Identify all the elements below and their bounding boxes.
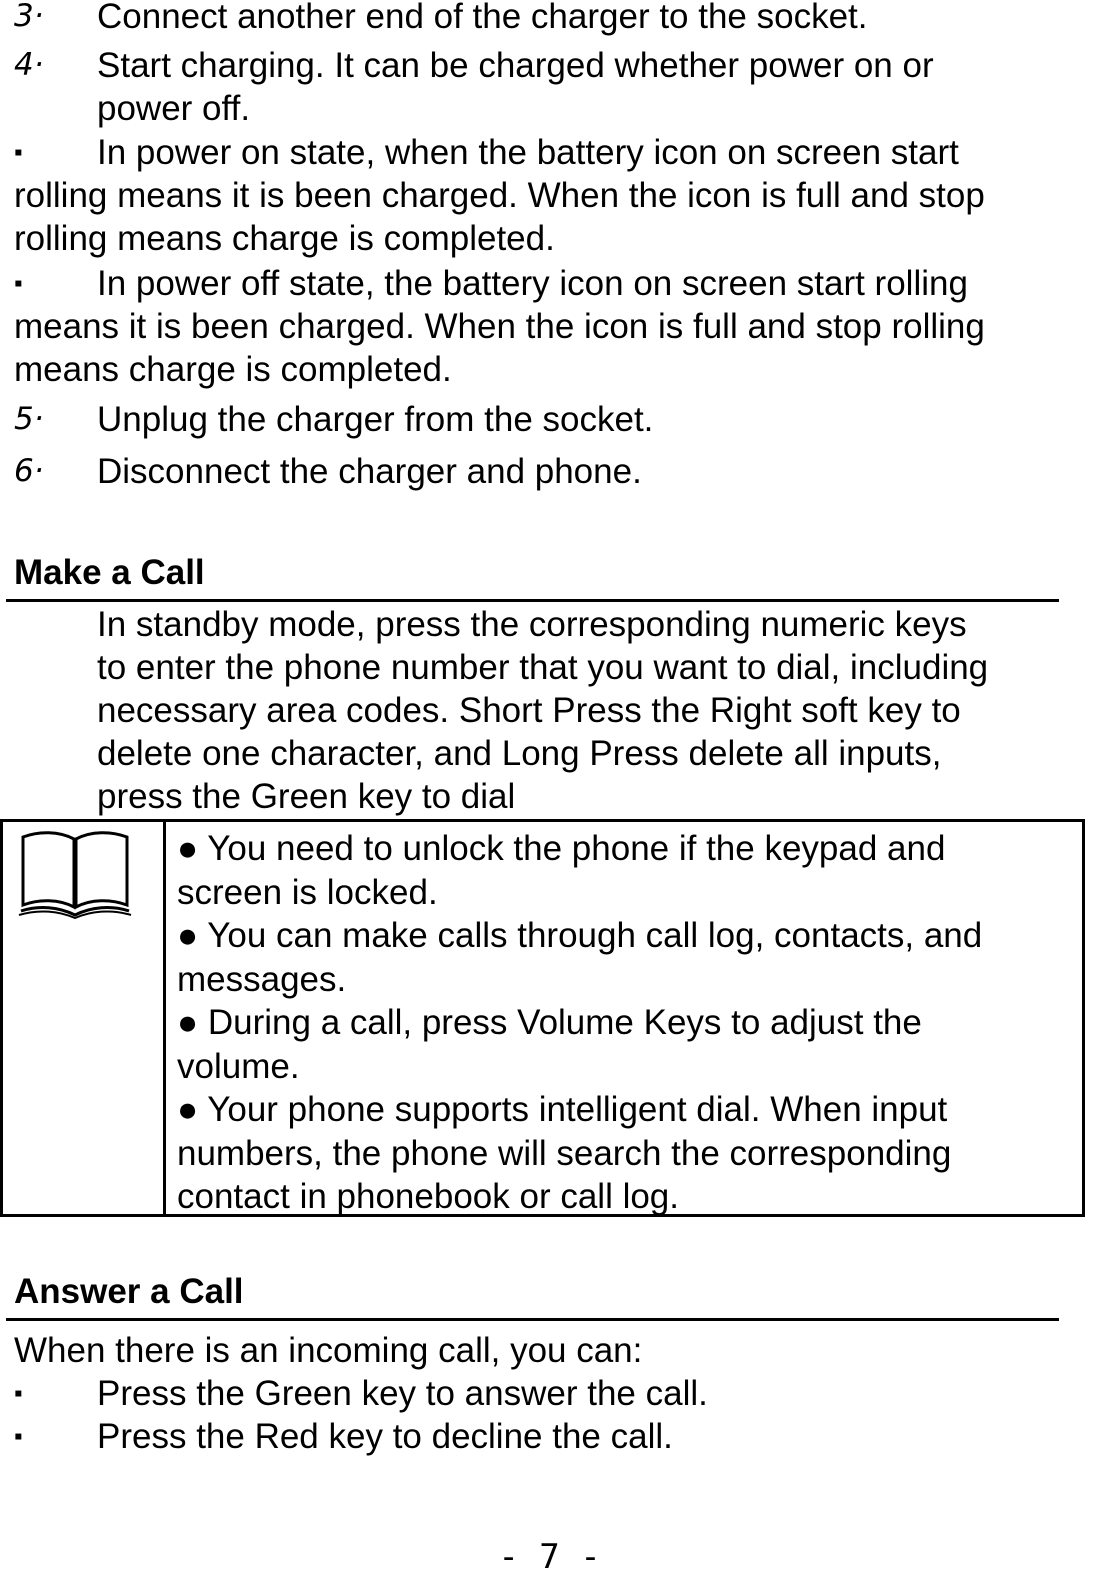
bullet-text: rolling means charge is completed. (14, 219, 555, 258)
bullet-text: In power on state, when the battery icon on screen start (97, 133, 959, 172)
step-number: 3· (14, 0, 44, 34)
bullet-text: means it is been charged. When the icon is full and stop rolling (14, 307, 985, 346)
step-number: 6· (14, 453, 44, 489)
paragraph-line: press the Green key to dial (97, 777, 516, 816)
step-text: Connect another end of the charger to the socket. (97, 0, 868, 36)
bullet-marker: ▪ (14, 1423, 23, 1450)
bullet-marker: ▪ (14, 1380, 23, 1407)
page-number: - 7 - (498, 1537, 601, 1577)
book-icon (17, 827, 133, 919)
section-rule (6, 1318, 1059, 1321)
note-line: ● You can make calls through call log, contacts, and (177, 916, 983, 955)
paragraph-line: When there is an incoming call, you can: (14, 1331, 643, 1370)
step-text: Start charging. It can be charged whether power on or (97, 46, 934, 85)
bullet-text: Press the Green key to answer the call. (97, 1374, 708, 1413)
paragraph-line: delete one character, and Long Press delete all inputs, (97, 734, 942, 773)
paragraph-line: necessary area codes. Short Press the Right soft key to (97, 691, 961, 730)
note-list (177, 827, 1072, 1219)
note-line: volume. (177, 1046, 300, 1086)
note-line: ● Your phone supports intelligent dial. When input (177, 1090, 948, 1129)
note-box (0, 819, 1085, 1217)
note-line: ● You need to unlock the phone if the keypad and (177, 829, 946, 868)
step-text: Unplug the charger from the socket. (97, 400, 654, 439)
paragraph-line: In standby mode, press the corresponding numeric keys (97, 605, 967, 644)
note-line: numbers, the phone will search the corresponding (177, 1133, 952, 1173)
bullet-text: Press the Red key to decline the call. (97, 1417, 673, 1456)
section-rule (6, 599, 1059, 602)
step-text: Disconnect the charger and phone. (97, 452, 642, 491)
paragraph-line: to enter the phone number that you want to dial, including (97, 648, 989, 687)
step-text: power off. (97, 89, 251, 128)
note-divider (163, 822, 166, 1214)
bullet-marker: ▪ (14, 139, 23, 166)
bullet-text: In power off state, the battery icon on screen start rolling (97, 264, 968, 303)
bullet-marker: ▪ (14, 270, 23, 297)
note-line: contact in phonebook or call log. (177, 1177, 679, 1216)
section-heading-make-call: Make a Call (14, 553, 205, 592)
bullet-text: rolling means it is been charged. When the icon is full and stop (14, 176, 985, 215)
note-line: ● During a call, press Volume Keys to adjust the (177, 1003, 922, 1042)
step-number: 4· (14, 47, 44, 83)
note-line: messages. (177, 959, 347, 999)
step-number: 5· (14, 401, 44, 437)
section-heading-answer-call: Answer a Call (14, 1272, 244, 1311)
bullet-text: means charge is completed. (14, 350, 452, 389)
note-line: screen is locked. (177, 872, 438, 912)
